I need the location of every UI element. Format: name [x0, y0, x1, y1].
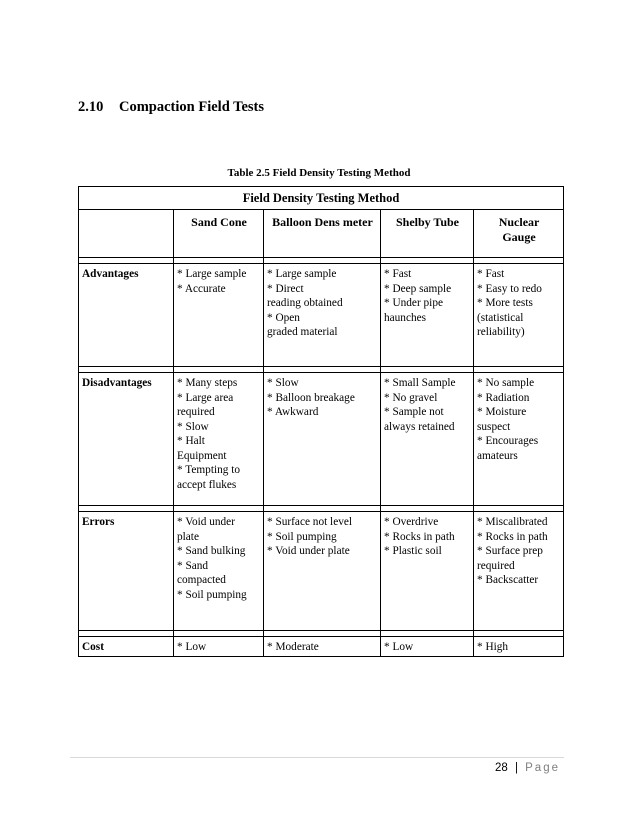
- section-title: Compaction Field Tests: [119, 99, 265, 115]
- table-caption: Table 2.5 Field Density Testing Method: [227, 167, 411, 179]
- table-row: [79, 373, 564, 506]
- table-cell: * Surface not level * Soil pumping * Void under plate: [264, 512, 381, 631]
- row-label: Errors: [79, 512, 174, 631]
- table-row: [79, 264, 564, 367]
- table-header-row: [79, 210, 564, 258]
- page-number: 28: [494, 762, 508, 774]
- header-empty-cell: [79, 210, 174, 258]
- table-cell: * Fast * Easy to redo * More tests (statistical reliability): [474, 264, 564, 367]
- page-footer: [495, 762, 560, 774]
- table-cell: * Overdrive * Rocks in path * Plastic soil: [381, 512, 474, 631]
- footer-divider: [70, 757, 564, 758]
- column-header: Nuclear Gauge: [474, 210, 564, 258]
- table-cell: * Slow * Balloon breakage * Awkward: [264, 373, 381, 506]
- table-cell: * Low: [381, 637, 474, 657]
- column-header: Shelby Tube: [381, 210, 474, 258]
- table-cell: * Large sample * Accurate: [174, 264, 264, 367]
- table-cell: * Many steps * Large area required * Slow * Halt Equipment * Tempting to accept flukes: [174, 373, 264, 506]
- table-cell: * Fast * Deep sample * Under pipe haunches: [381, 264, 474, 367]
- column-header: Sand Cone: [174, 210, 264, 258]
- table-cell: * Small Sample * No gravel * Sample not always retained: [381, 373, 474, 506]
- row-label: Advantages: [79, 264, 174, 367]
- table-row: [79, 512, 564, 631]
- row-label: Cost: [79, 637, 174, 657]
- column-header: Balloon Dens meter: [264, 210, 381, 258]
- page-word: Page: [525, 762, 560, 774]
- section-heading: [78, 99, 264, 116]
- table-cell: * Miscalibrated * Rocks in path * Surface prep required * Backscatter: [474, 512, 564, 631]
- table-title: Field Density Testing Method: [79, 187, 564, 210]
- table-cell: * Void under plate * Sand bulking * Sand compacted * Soil pumping: [174, 512, 264, 631]
- table-row: [79, 637, 564, 657]
- row-label: Disadvantages: [79, 373, 174, 506]
- table-cell: * Low: [174, 637, 264, 657]
- table-cell: * High: [474, 637, 564, 657]
- footer-separator: |: [514, 762, 518, 774]
- section-number: 2.10: [78, 99, 104, 115]
- field-density-table: [78, 186, 564, 657]
- table-cell: * Large sample * Direct reading obtained * Open graded material: [264, 264, 381, 367]
- table-cell: * Moderate: [264, 637, 381, 657]
- table-cell: * No sample * Radiation * Moisture suspect * Encourages amateurs: [474, 373, 564, 506]
